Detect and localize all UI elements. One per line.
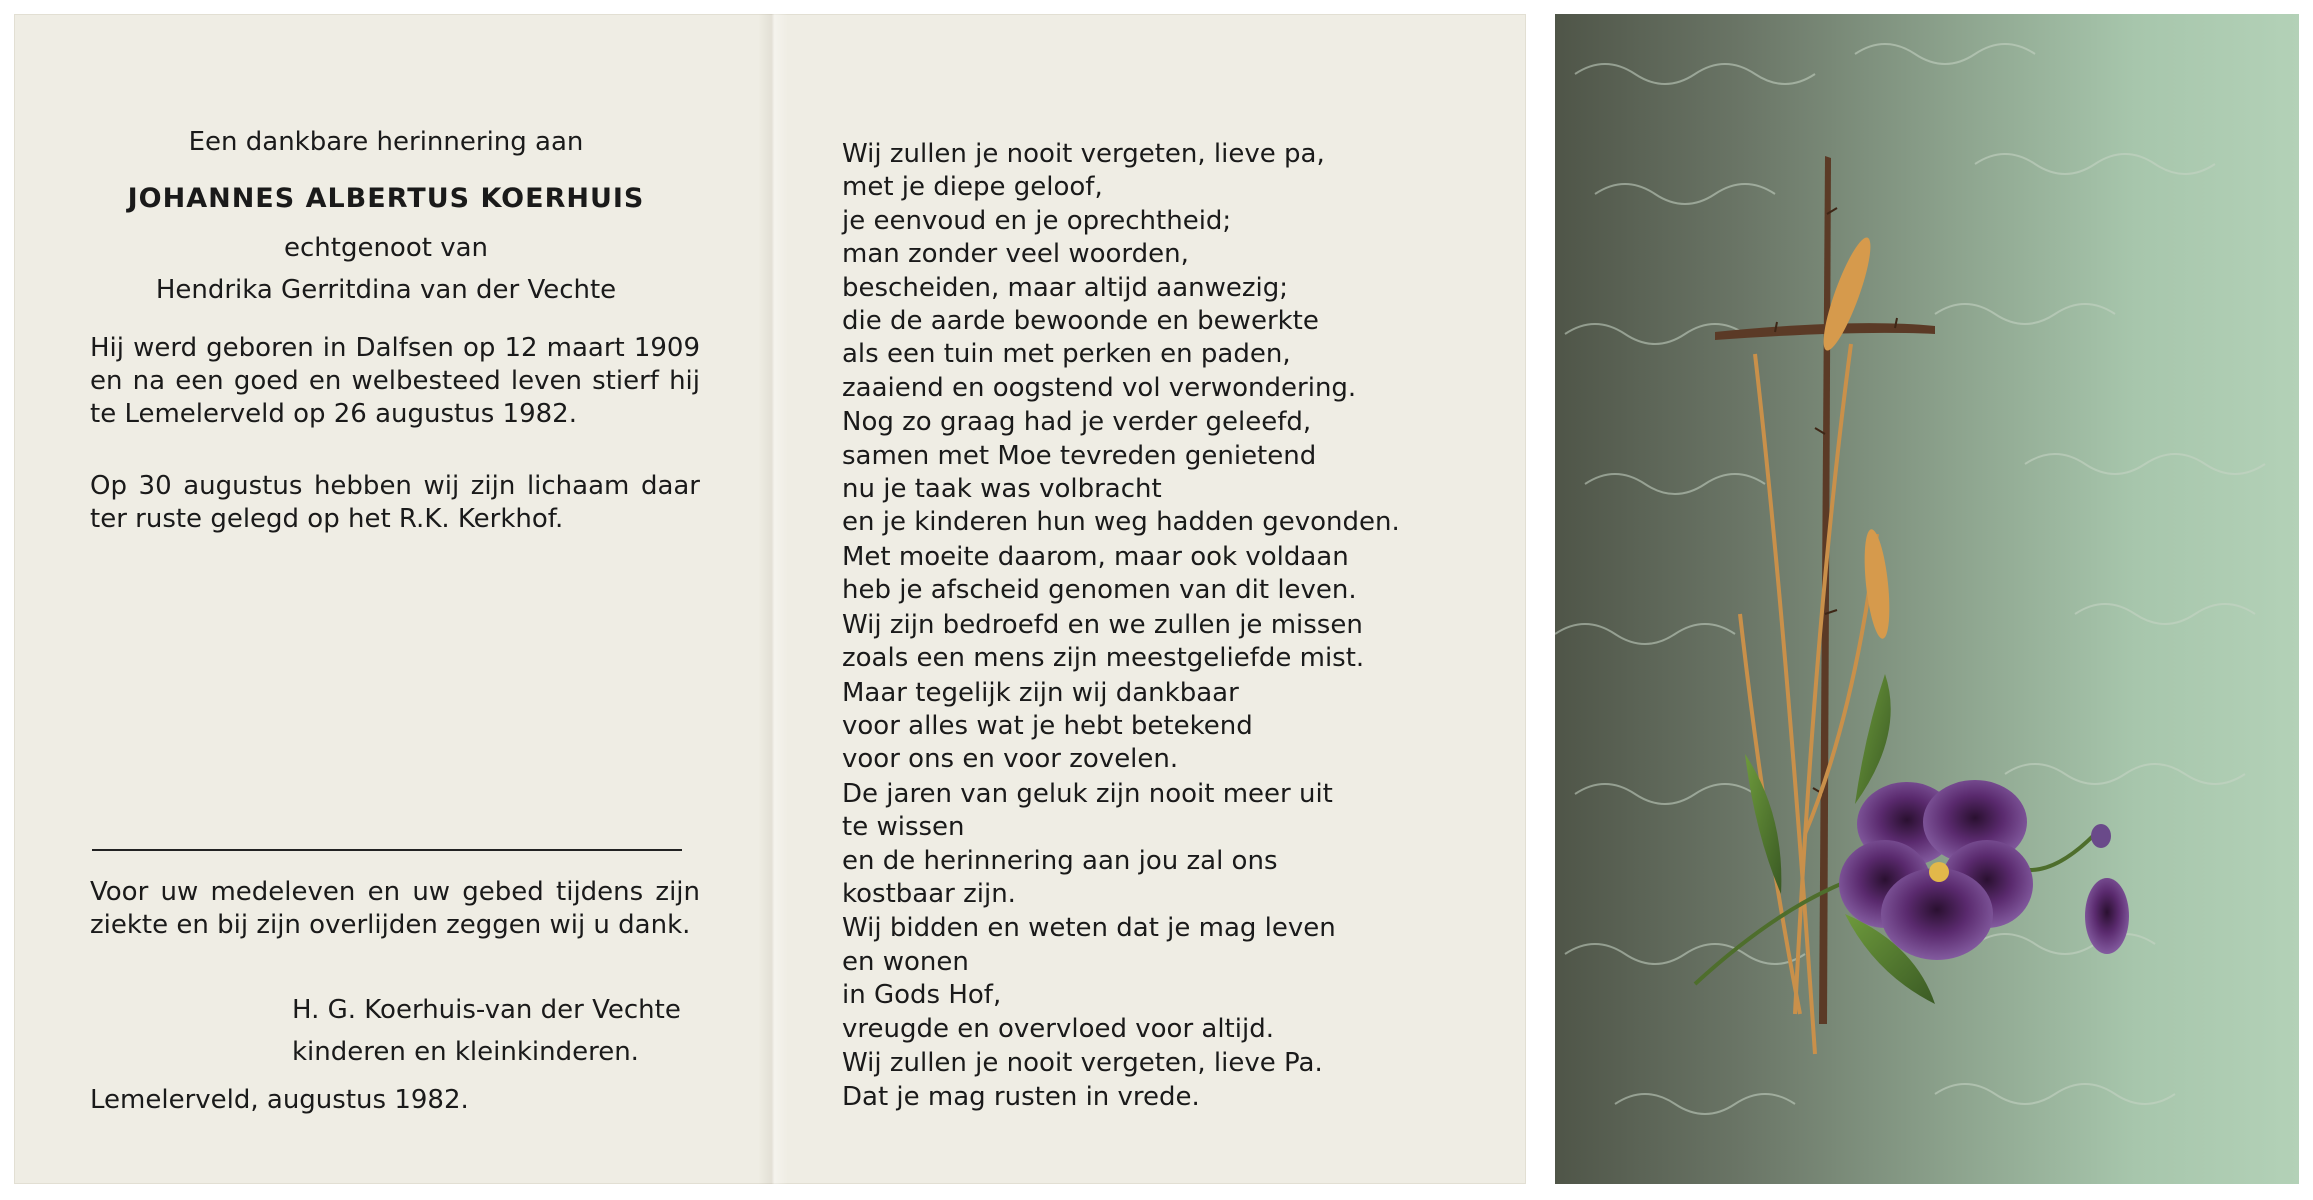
poem-line: nu je taak was volbracht bbox=[842, 474, 1162, 505]
place-date: Lemelerveld, augustus 1982. bbox=[90, 1085, 469, 1115]
poem-line: voor alles wat je hebt betekend bbox=[842, 710, 1253, 741]
poem-line: te wissen bbox=[842, 812, 965, 843]
pansy-bud bbox=[2085, 824, 2129, 954]
poem-line: en de herinnering aan jou zal ons bbox=[842, 845, 1278, 876]
poem-line: vreugde en overvloed voor altijd. bbox=[842, 1013, 1274, 1044]
poem-line: De jaren van geluk zijn nooit meer uit bbox=[842, 778, 1333, 809]
poem-line: Met moeite daarom, maar ook voldaan bbox=[842, 541, 1349, 572]
poem-line: zoals een mens zijn meestgeliefde mist. bbox=[842, 643, 1365, 674]
poem-stanza bbox=[842, 138, 1482, 405]
poem bbox=[842, 138, 1482, 1116]
poem-line: voor ons en voor zovelen. bbox=[842, 744, 1179, 775]
poem-line: Wij zijn bedroefd en we zullen je missen bbox=[842, 609, 1363, 640]
poem-line: Wij zullen je nooit vergeten, lieve Pa. bbox=[842, 1047, 1323, 1078]
relation-text: echtgenoot van bbox=[283, 233, 488, 263]
poem-line: als een tuin met perken en paden, bbox=[842, 339, 1291, 370]
poem-line: Nog zo graag had je verder geleefd, bbox=[842, 407, 1312, 438]
poem-line: heb je afscheid genomen van dit leven. bbox=[842, 575, 1357, 606]
deceased-name: JOHANNES ALBERTUS KOERHUIS bbox=[127, 183, 645, 214]
memorial-card bbox=[14, 14, 1526, 1184]
picture-illustration bbox=[1555, 14, 2299, 1184]
poem-stanza bbox=[842, 778, 1482, 912]
poem-line: je eenvoud en je oprechtheid; bbox=[842, 205, 1232, 236]
poem-stanza bbox=[842, 541, 1482, 608]
poem-line: en je kinderen hun weg hadden gevonden. bbox=[842, 507, 1400, 538]
signature-line-1: H. G. Koerhuis-van der Vechte bbox=[292, 995, 681, 1025]
poem-line: Wij bidden en weten dat je mag leven bbox=[842, 913, 1336, 944]
thanks-paragraph: Voor uw medeleven en uw gebed tijdens zijn ziekte en bij zijn overlijden zeggen wij u dank. bbox=[90, 877, 700, 940]
poem-line: en wonen bbox=[842, 946, 969, 977]
spouse-name: Hendrika Gerritdina van der Vechte bbox=[155, 275, 617, 305]
poem-stanza bbox=[842, 677, 1482, 777]
poem-stanza bbox=[842, 912, 1482, 1046]
poem-line: samen met Moe tevreden genietend bbox=[842, 440, 1317, 471]
poem-line: in Gods Hof, bbox=[842, 980, 1002, 1011]
poem-line: met je diepe geloof, bbox=[842, 172, 1103, 203]
intro-text: Een dankbare herinnering aan bbox=[188, 127, 584, 157]
poem-line: man zonder veel woorden, bbox=[842, 239, 1189, 270]
poem-stanza bbox=[842, 1047, 1482, 1080]
poem-stanza bbox=[842, 609, 1482, 676]
poem-line: die de aarde bewoonde en bewerkte bbox=[842, 306, 1319, 337]
poem-line: zaaiend en oogstend vol verwondering. bbox=[842, 372, 1357, 403]
funeral-paragraph: Op 30 augustus hebben wij zijn lichaam daar ter ruste gelegd op het R.K. Kerkhof. bbox=[90, 471, 700, 534]
cross-wheat-pansy-image bbox=[1555, 14, 2299, 1184]
signature-line-2: kinderen en kleinkinderen. bbox=[292, 1037, 639, 1067]
divider-line bbox=[92, 849, 682, 851]
poem-line: Dat je mag rusten in vrede. bbox=[842, 1082, 1200, 1113]
wheat-stalks bbox=[1740, 344, 1877, 1054]
left-panel bbox=[76, 14, 700, 1184]
bio-paragraph: Hij werd geboren in Dalfsen op 12 maart 1909 en na een goed en welbesteed leven stierf hij te Lemelerveld op 26 augustus 1982. bbox=[90, 333, 700, 429]
poem-line: kostbaar zijn. bbox=[842, 878, 1016, 909]
poem-line: Maar tegelijk zijn wij dankbaar bbox=[842, 677, 1239, 708]
poem-line: bescheiden, maar altijd aanwezig; bbox=[842, 272, 1288, 303]
poem-stanza bbox=[842, 406, 1482, 540]
poem-stanza bbox=[842, 1081, 1482, 1114]
poem-line: Wij zullen je nooit vergeten, lieve pa, bbox=[842, 139, 1325, 169]
card-fold bbox=[758, 14, 788, 1184]
